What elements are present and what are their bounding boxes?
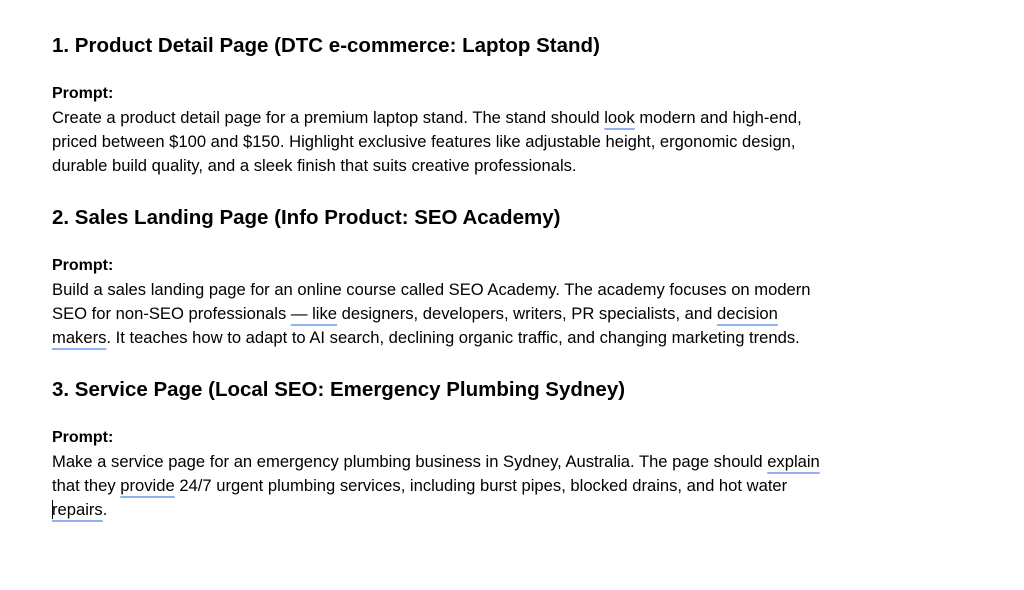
prompt-text-line[interactable]: durable build quality, and a sleek finish that suits creative professionals. [52,156,577,175]
prompt-text-line[interactable]: that they provide 24/7 urgent plumbing services, including burst pipes, blocked drains, and hot water [52,476,788,495]
prompt-text-line[interactable]: repairs. [52,500,108,519]
spell-suggestion[interactable]: decision [716,304,778,323]
section-heading: 1. Product Detail Page (DTC e-commerce: Laptop Stand) [52,34,600,57]
prompt-text-line[interactable]: Make a service page for an emergency plumbing business in Sydney, Australia. The page should explain [52,452,820,471]
spell-suggestion[interactable]: repairs [52,500,103,519]
section-heading: 3. Service Page (Local SEO: Emergency Plumbing Sydney) [52,378,626,401]
spell-suggestion[interactable]: provide [120,476,175,495]
prompt-text-line[interactable]: SEO for non-SEO professionals — like designers, developers, writers, PR specialists, and decision [52,304,778,323]
prompt-text-line[interactable]: makers. It teaches how to adapt to AI search, declining organic traffic, and changing marketing trends. [52,328,800,347]
spell-suggestion[interactable]: — like [290,304,337,323]
spell-suggestion[interactable]: look [604,108,635,127]
spell-suggestion[interactable]: explain [767,452,820,471]
prompt-label: Prompt: [52,257,114,274]
prompt-text-line[interactable]: Create a product detail page for a premium laptop stand. The stand should look modern and high-end, [52,108,802,127]
prompt-text-line[interactable]: priced between $100 and $150. Highlight exclusive features like adjustable height, ergonomic design, [52,132,796,151]
section-heading: 2. Sales Landing Page (Info Product: SEO Academy) [52,206,561,229]
prompt-label: Prompt: [52,429,114,446]
spell-suggestion[interactable]: makers [52,328,107,347]
section-product-detail-page [52,33,1012,175]
prompt-text-line[interactable]: Build a sales landing page for an online course called SEO Academy. The academy focuses on modern [52,280,811,299]
section-service-page [52,377,1012,519]
section-sales-landing-page [52,205,1012,347]
prompt-label: Prompt: [52,85,114,102]
